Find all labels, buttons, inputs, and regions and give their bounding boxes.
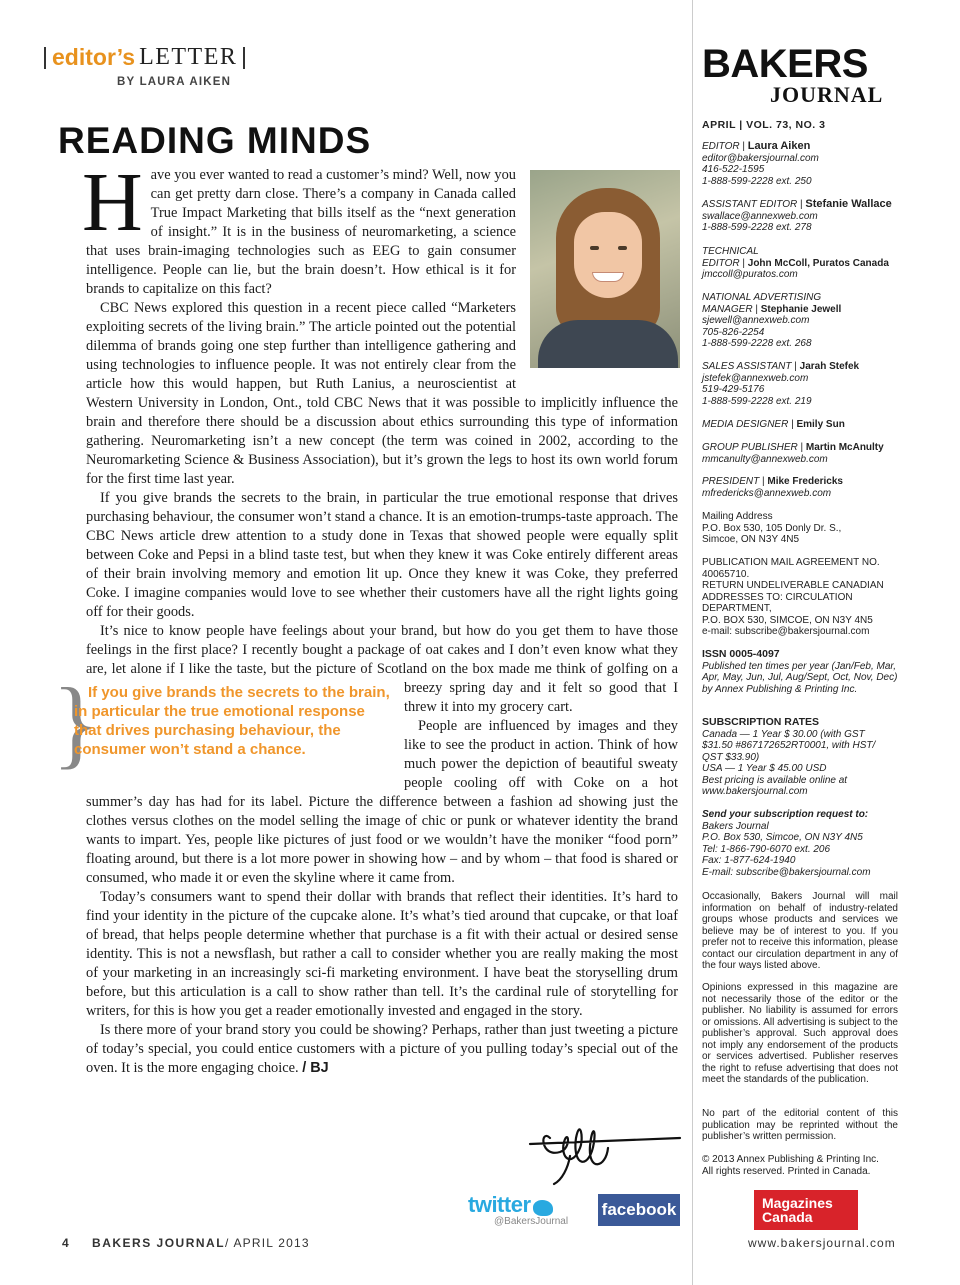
section-header [38,44,298,76]
sign-off: / BJ [302,1060,329,1076]
twitter-bird-icon [533,1200,553,1216]
publication-mail-agreement: PUBLICATION MAIL AGREEMENT NO. 40065710. RETURN UNDELIVERABLE CANADIAN ADDRESSES TO: CIRCULATION DEPARTMENT, P.O. BOX 530, SIMCOE, ON N3Y 4N5 e-mail: subscribe@bakersjournal.com [702,557,884,637]
opinions-disclaimer: Opinions expressed in this magazine are not necessarily those of the editor or the publisher. No liability is assumed for errors or omissions. All advertising is subject to the publisher’s approval. Such approval does not imply any endorsement of the products or services advertised. Publisher reserves the right to refuse advertising that does not meet the standards of the publication. [702,982,898,1085]
masthead-group-publisher: GROUP PUBLISHER | Martin McAnulty mmcanulty@annexweb.com [702,442,884,465]
pull-quote-text: If you give brands the secrets to the brain, in particular the true emotional response that drives purchasing behaviour, the consumer won’t stand a chance. [74,684,390,758]
column-divider [692,0,693,1285]
author-photo [530,170,680,368]
page-number: 4 [62,1236,69,1250]
masthead-assistant-editor: ASSISTANT EDITOR | Stefanie Wallace swallace@annexweb.com 1-888-599-2228 ext. 278 [702,198,892,233]
page-footer [62,1236,310,1250]
divider-bar [243,47,245,69]
drop-cap: H [82,156,143,249]
paragraph-1: Have you ever wanted to read a customer’s mind? Well, now you can get pretty darn close. There’s a company in Canada called True Impact Marketing that bills itself as the “next generation of insight.” It is in the business of neuromarketing, a science that uses brain-imaging technologies such as EEG to gain consumer intelligence. People can lie, but the brain doesn’t. How ethical is it for brands to capitalize on this fact? [82,156,516,297]
masthead-technical-editor: TECHNICAL EDITOR | John McColl, Puratos Canada jmccoll@puratos.com [702,246,889,280]
twitter-handle: @BakersJournal [494,1216,569,1227]
masthead-advertising: NATIONAL ADVERTISING MANAGER | Stephanie Jewell sjewell@annexweb.com 705-826-2254 1-888-599-2228 ext. 268 [702,292,842,349]
subscription-rates: SUBSCRIPTION RATES Canada — 1 Year $ 30.00 (with GST $31.50 #867172652RT0001, with HST/ QST $33.90) USA — 1 Year $ 45.00 USD Best pricing is available online at www.bakersjournal.com [702,716,876,797]
paragraph-7: Is there more of your brand story you could be showing? Perhaps, rather than just tweeting a picture of today’s special, you could entice customers with a picture of you pulling today’s special out of the oven. It is the more engaging choice. / BJ [86,1022,678,1076]
pull-quote [38,667,394,793]
brace-icon: } [52,667,100,778]
issue-info: APRIL | VOL. 73, NO. 3 [702,119,826,131]
issn-block: ISSN 0005-4097 Published ten times per year (Jan/Feb, Mar, Apr, May, Jun, Jul, Aug/Sept, Oct, Nov, Dec) by Annex Publishing & Printing Inc. [702,648,898,695]
reprint-notice: No part of the editorial content of this publication may be reprinted without the publisher’s written permission. [702,1108,898,1142]
copyright: © 2013 Annex Publishing & Printing Inc. All rights reserved. Printed in Canada. [702,1154,879,1177]
signature-image [510,1108,698,1188]
mailing-address: Mailing Address P.O. Box 530, 105 Donly Dr. S., Simcoe, ON N3Y 4N5 [702,511,842,545]
byline: BY LAURA AIKEN [117,76,232,88]
logo-journal: JOURNAL [770,82,884,107]
divider-bar [44,47,46,69]
paragraph-2: CBC News explored this question in a recent piece called “Marketers exploiting secrets of the living brain.” The article pointed out the potential dilemma of brands going one step further than intelligence gathering and using technologies to influence people. It was not entirely clear from the article how this would happen, but Ruth Lanius, a neuroscientist at Western University in London, Ont., told CBC News that it was possible to implicitly influence the brain and therefore there should be a discussion about ethics surrounding this type of information gathering. Neuromarketing isn’t a new concept (the term was coined in 2002, according to the Neuromarketing Science & Business Association), but it’s grown the legs to host its own world forum for the first time last year. [86,300,678,487]
facebook-badge[interactable]: facebook [598,1194,680,1226]
masthead-president: PRESIDENT | Mike Fredericks mfredericks@annexweb.com [702,476,843,499]
masthead-sales: SALES ASSISTANT | Jarah Stefek jstefek@annexweb.com 519-429-5176 1-888-599-2228 ext. 219 [702,361,860,407]
footer-date: / APRIL 2013 [225,1236,310,1250]
magazines-canada-logo: Magazines Canada [754,1190,858,1230]
logo-bakers: BAKERS [702,42,868,86]
bakers-journal-logo [702,44,898,108]
subscription-request: Send your subscription request to: Bakers Journal P.O. Box 530, Simcoe, ON N3Y 4N5 Tel: 1-866-790-6070 ext. 206 Fax: 1-877-624-1940 E-mail: subscribe@bakersjournal.com [702,809,871,878]
headline: READING MINDS [58,120,372,161]
section-word-letter: LETTER [139,44,238,70]
twitter-badge[interactable] [468,1192,590,1232]
paragraph-5: People are influenced by images and they like to see the product in action. Think of how much power the depiction of beautiful sweaty people cooling off with Coke on a hot summer’s day has had for its label. Picture the difference between a fashion ad showing just the clothes versus clothes on the model selling the image of chic or punk or whatever identity the brand wants to impart. Yes, people like pictures of just food or we wouldn’t have the moniker “food porn” floating around, but there is a lot more power in showing how – and by whom – that food is shared or consumed, who made it or even the skyline where it came from. [86,718,678,886]
article-body [52,156,678,1078]
footer-magazine: BAKERS JOURNAL [92,1236,226,1250]
twitter-logo-text: twitter [468,1192,531,1217]
author-photo-frame [530,170,694,370]
masthead-editor: EDITOR | Laura Aiken editor@bakersjournal.com 416-522-1595 1-888-599-2228 ext. 250 [702,140,819,187]
paragraph-4: It’s nice to know people have feelings about your brand, but how do you get them to have those feelings in the first place? I recently bought a package of oat cakes and I don’t even know what they are, let alone if I like the taste, but the picture of Scotland on the box made } If you give brands the secrets to the brain, in particular the true emotional response that drives purchasing behaviour, the consumer won’t stand a chance. me think of golfing on a breezy spring day and it felt so good that I threw it into my grocery cart. [86,622,678,717]
masthead-media: MEDIA DESIGNER | Emily Sun [702,419,845,430]
paragraph-6: Today’s consumers want to spend their dollar with brands that reflect their identities. It’s hard to find your identity in the picture of the cupcake alone. It’s what’s tied around that cupcake, or that loaf of bread, that helps people determine whether that purchase is a fit with their actual or desired sense identity. This is not a newsflash, but rather a call to consider whether you are really making the most of your marketing in an increasingly sci-fi marketing environment. I have beat the storyselling drum before, but this articulation is a call to show rather than tell. It’s the cardinal rule of storytelling for writers, for this is how you get a reader emotionally invested and engaged in the story. [86,889,678,1019]
section-word-editors: editor’s [52,44,136,70]
privacy-notice: Occasionally, Bakers Journal will mail information on behalf of industry-related groups whose products and services we believe may be of interest to you. If you prefer not to receive this information, please contact our circulation department in any of the four ways listed above. [702,891,898,971]
paragraph-3: If you give brands the secrets to the brain, in particular the true emotional response that drives purchasing behaviour, the consumer won’t stand a chance. It is an emotion-trumps-taste approach. The CBC News article drew attention to a study done in Texas that showed people were equally split between Coke and Pepsi in a blind taste test, but when they knew it was Coke entirely different areas of their brain involving memory and emotion lit up. Once they knew it was Coke, they preferred Coke. I imagine companies would love to see whether their customers have all the right lights going off for their goods. [86,490,678,620]
footer-url[interactable]: www.bakersjournal.com [748,1236,896,1250]
